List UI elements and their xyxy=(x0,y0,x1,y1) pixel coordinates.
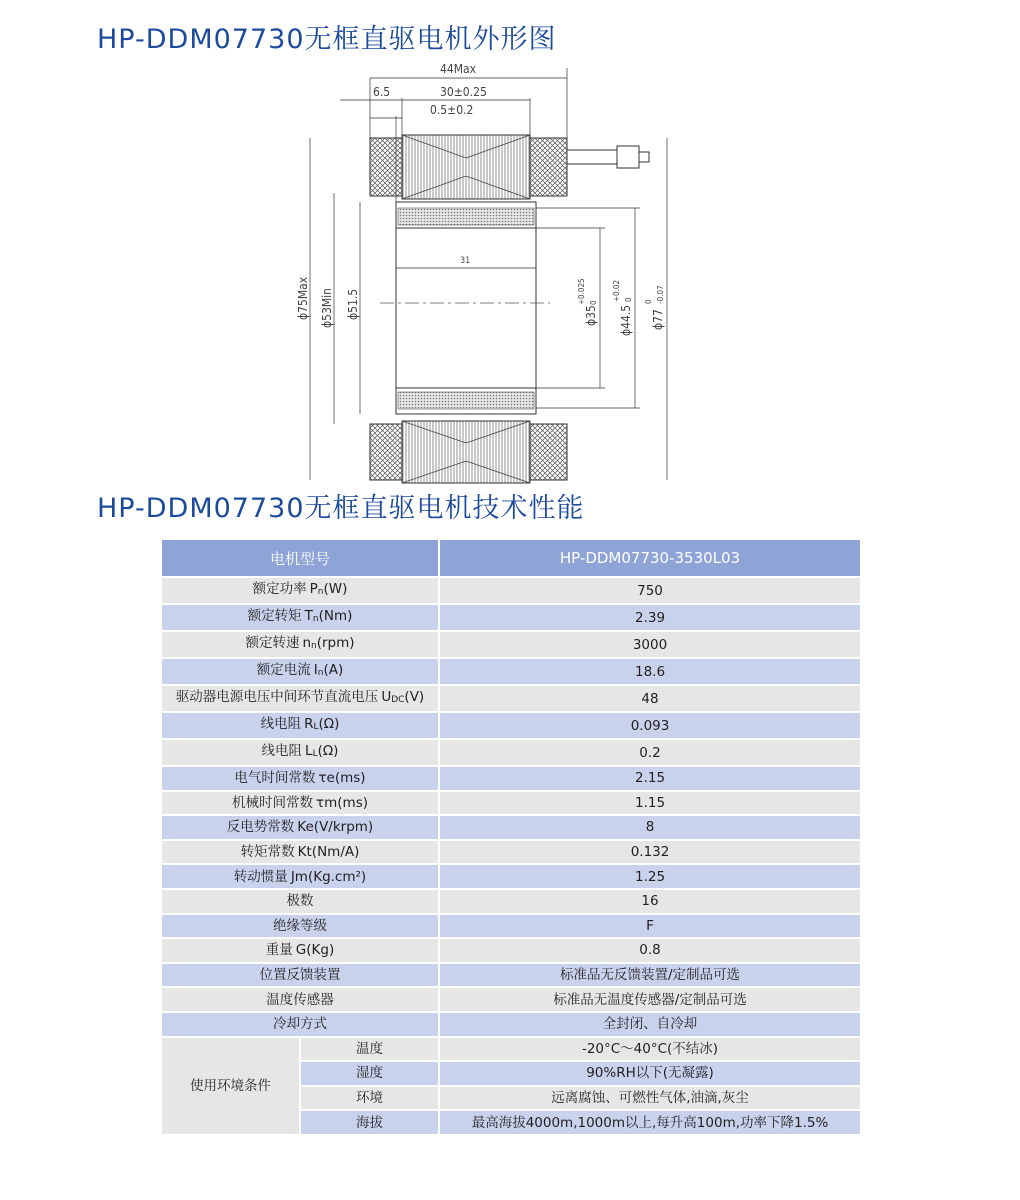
param-label-cell xyxy=(161,604,439,631)
table-row xyxy=(161,712,861,739)
param-label: 电气时间常数 xyxy=(234,770,316,787)
dim-rotor-seat-tol-lower: 0 xyxy=(624,297,633,302)
param-unit: (V) xyxy=(404,689,425,705)
param-label-cell xyxy=(161,685,439,712)
param-value: 标准品无温度传感器/定制品可选 xyxy=(439,987,861,1012)
table-row xyxy=(161,840,861,865)
dim-gap: 0.5±0.2 xyxy=(430,103,474,117)
param-subscript: n xyxy=(311,641,317,651)
param-label: 线电阻 xyxy=(260,716,302,732)
dim-rotor-outer-dia: ϕ51.5 xyxy=(346,288,360,320)
param-label: 额定功率 xyxy=(252,581,307,597)
param-label: 绝缘等级 xyxy=(273,917,327,934)
specs-title: HP-DDM07730无框直驱电机技术性能 xyxy=(97,493,585,524)
dimension-lines xyxy=(310,68,667,480)
dim-offset: 6.5 xyxy=(373,85,391,99)
param-unit: (Nm) xyxy=(318,608,353,624)
param-label: 转矩常数 xyxy=(240,844,295,861)
param-symbol: G xyxy=(295,942,307,959)
param-unit: (V/krpm) xyxy=(313,819,374,836)
param-value: 18.6 xyxy=(439,658,861,685)
param-value: 750 xyxy=(439,577,861,604)
spec-table xyxy=(160,538,862,1136)
table-row xyxy=(161,864,861,889)
param-label: 额定转速 xyxy=(245,635,300,651)
param-value: 16 xyxy=(439,889,861,914)
param-label-cell xyxy=(161,1012,439,1037)
table-row xyxy=(161,739,861,766)
table-row xyxy=(161,914,861,939)
param-value: 0.132 xyxy=(439,840,861,865)
dim-bore-tol-lower: 0 xyxy=(589,300,598,305)
param-label-cell xyxy=(161,739,439,766)
param-unit: (ms) xyxy=(337,794,368,811)
table-row xyxy=(161,658,861,685)
table-row xyxy=(161,963,861,988)
param-symbol: Jm xyxy=(290,868,308,885)
dim-rotor-seat-dia: ϕ44.5 xyxy=(619,304,633,336)
motor-outline-drawing xyxy=(270,58,690,488)
param-label-cell xyxy=(161,712,439,739)
param-value: 2.15 xyxy=(439,766,861,791)
param-label: 额定转矩 xyxy=(247,608,302,624)
param-label-cell xyxy=(161,658,439,685)
param-label-cell xyxy=(161,938,439,963)
param-unit: (Kg.cm²) xyxy=(307,868,367,885)
param-value: 1.15 xyxy=(439,791,861,816)
param-symbol: Kt xyxy=(297,844,312,861)
param-label-cell xyxy=(161,914,439,939)
param-unit: (W) xyxy=(323,581,348,597)
table-row xyxy=(161,815,861,840)
table-row xyxy=(161,631,861,658)
param-value: 8 xyxy=(439,815,861,840)
stator-bottom xyxy=(370,421,567,483)
param-subscript: n xyxy=(312,614,319,624)
param-value: F xyxy=(439,914,861,939)
param-label-cell xyxy=(161,963,439,988)
table-row xyxy=(161,766,861,791)
env-sub-label: 环境 xyxy=(300,1086,439,1111)
param-subscript: DC xyxy=(391,695,405,705)
env-value: 远离腐蚀、可燃性气体,油滴,灰尘 xyxy=(439,1086,861,1111)
param-label-cell xyxy=(161,987,439,1012)
table-row xyxy=(161,791,861,816)
table-row xyxy=(161,987,861,1012)
param-label-cell xyxy=(161,889,439,914)
param-label-cell xyxy=(161,840,439,865)
param-label-cell xyxy=(161,791,439,816)
stator-top xyxy=(370,135,567,199)
param-symbol: τe xyxy=(318,770,335,787)
param-value: 48 xyxy=(439,685,861,712)
env-sub-label: 海拔 xyxy=(300,1110,439,1135)
param-value: 0.093 xyxy=(439,712,861,739)
param-value: 2.39 xyxy=(439,604,861,631)
dim-stator-tol-lower: -0.07 xyxy=(656,285,665,304)
param-subscript: L xyxy=(312,749,318,759)
param-symbol: n xyxy=(302,635,312,651)
param-value: 标准品无反馈装置/定制品可选 xyxy=(439,963,861,988)
header-model: HP-DDM07730-3530L03 xyxy=(439,539,861,577)
table-row xyxy=(161,685,861,712)
env-value: -20°C～40°C(不结冰) xyxy=(439,1037,861,1062)
dim-rotor-width: 31 xyxy=(460,256,471,266)
param-label: 温度传感器 xyxy=(266,991,334,1008)
param-value: 全封闭、自冷却 xyxy=(439,1012,861,1037)
param-symbol: L xyxy=(305,743,313,759)
param-unit: (Ω) xyxy=(317,743,339,759)
dim-stator-tol-upper: 0 xyxy=(644,299,653,304)
header-param: 电机型号 xyxy=(161,539,439,577)
rotor xyxy=(380,202,550,414)
param-symbol: P xyxy=(309,581,318,597)
table-row xyxy=(161,1012,861,1037)
table-row xyxy=(161,889,861,914)
param-unit: (rpm) xyxy=(316,635,355,651)
param-symbol: R xyxy=(304,716,314,732)
env-sub-label: 湿度 xyxy=(300,1061,439,1086)
dim-stator-dia: ϕ77 xyxy=(651,309,665,330)
table-row xyxy=(161,1037,861,1062)
drawing-title: HP-DDM07730无框直驱电机外形图 xyxy=(97,24,557,55)
param-symbol: τm xyxy=(316,794,338,811)
param-symbol: I xyxy=(313,662,318,678)
param-label: 驱动器电源电压中间环节直流电压 xyxy=(175,689,379,705)
param-unit: (Nm/A) xyxy=(311,844,360,861)
param-unit: (Kg) xyxy=(306,942,335,959)
dim-inner-dia-min: ϕ53Min xyxy=(320,287,334,328)
param-value: 3000 xyxy=(439,631,861,658)
env-sub-label: 温度 xyxy=(300,1037,439,1062)
table-row xyxy=(161,938,861,963)
param-label: 极数 xyxy=(286,893,314,910)
param-label-cell xyxy=(161,631,439,658)
env-value: 90%RH以下(无凝露) xyxy=(439,1061,861,1086)
param-label: 机械时间常数 xyxy=(232,794,313,811)
cable-outlet xyxy=(567,146,649,168)
dim-outer-dia: ϕ75Max xyxy=(296,276,310,320)
param-label-cell xyxy=(161,766,439,791)
param-label: 转动惯量 xyxy=(233,868,288,885)
param-label: 反电势常数 xyxy=(226,819,295,836)
env-value: 最高海拔4000m,1000m以上,每升高100m,功率下降1.5% xyxy=(439,1110,861,1135)
param-label-cell xyxy=(161,815,439,840)
table-row xyxy=(161,604,861,631)
param-label: 重量 xyxy=(265,942,293,959)
table-header xyxy=(161,539,861,577)
param-value: 0.2 xyxy=(439,739,861,766)
param-unit: (Ω) xyxy=(318,716,340,732)
param-label-cell xyxy=(161,864,439,889)
param-label: 冷却方式 xyxy=(273,1016,327,1033)
param-unit: (A) xyxy=(323,662,344,678)
dim-rotor-seat-tol-upper: +0.02 xyxy=(612,279,621,302)
param-symbol: U xyxy=(381,689,392,705)
param-subscript: n xyxy=(317,668,324,678)
param-value: 1.25 xyxy=(439,864,861,889)
env-conditions-label: 使用环境条件 xyxy=(161,1037,300,1135)
param-unit: (ms) xyxy=(334,770,366,787)
dim-bore-tol-upper: +0.025 xyxy=(577,278,586,305)
dim-stator-width: 30±0.25 xyxy=(440,85,487,99)
dim-overall-width: 44Max xyxy=(440,62,477,76)
table-row xyxy=(161,577,861,604)
param-label: 位置反馈装置 xyxy=(259,967,341,984)
param-label: 额定电流 xyxy=(256,662,311,678)
dim-bore-dia: ϕ35 xyxy=(584,305,598,326)
param-label-cell xyxy=(161,577,439,604)
param-symbol: Ke xyxy=(297,819,314,836)
param-symbol: T xyxy=(304,608,313,624)
param-subscript: L xyxy=(313,722,319,732)
param-subscript: n xyxy=(317,587,324,597)
param-label: 线电阻 xyxy=(261,743,303,759)
param-value: 0.8 xyxy=(439,938,861,963)
